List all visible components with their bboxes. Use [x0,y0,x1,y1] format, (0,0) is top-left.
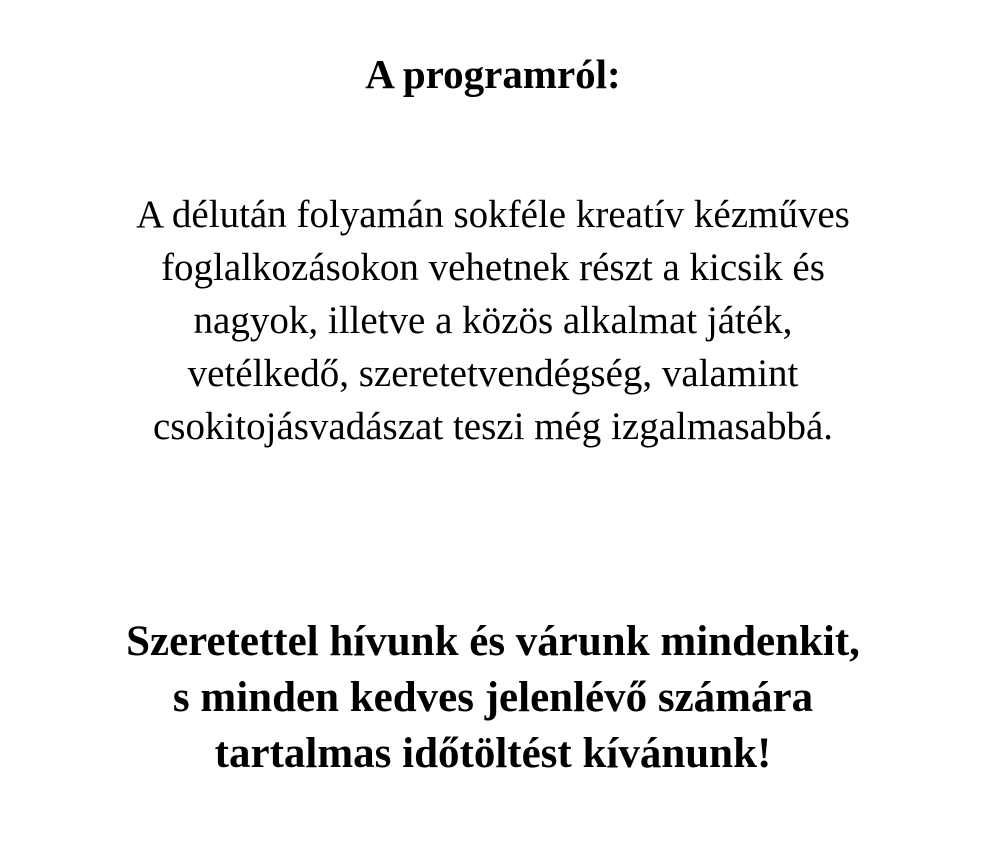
closing-line: Szeretettel hívunk és várunk mindenkit, [126,618,860,665]
description-line: vetélkedő, szeretetvendégség, valamint [187,352,799,395]
page-heading: A programról: [365,51,621,97]
closing-line: tartalmas időtöltést kívánunk! [214,730,772,777]
description-line: foglalkozásokon vehetnek részt a kicsik és [161,246,825,289]
description-line: nagyok, illetve a közös alkalmat játék, [193,299,793,342]
description-line: A délután folyamán sokféle kreatív kézműves [136,193,850,236]
closing-invitation [0,614,986,782]
program-description [0,188,986,453]
closing-line: s minden kedves jelenlévő számára [172,674,814,721]
description-line: csokitojásvadászat teszi még izgalmasabbá. [152,405,834,448]
